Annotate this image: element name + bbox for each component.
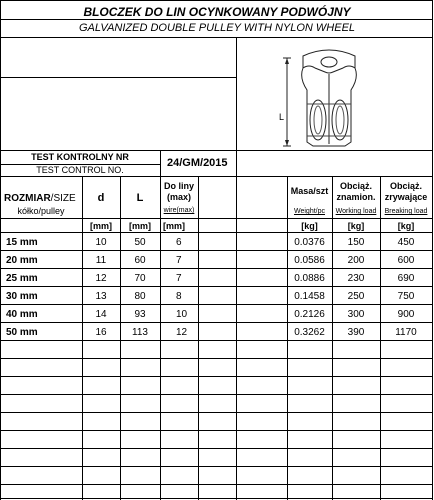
cell-breaking-load: 450 [397, 237, 415, 248]
header-rope-sub: wire(max) [163, 207, 195, 214]
cell-mass: 0.0586 [294, 255, 325, 266]
cell-d: 13 [95, 291, 107, 302]
title-polish: BLOCZEK DO LIN OCYNKOWANY PODWÓJNY [83, 5, 351, 19]
header-mass-sub: Weight/pc [294, 208, 325, 215]
header-breaking-sub: Breaking load [384, 208, 428, 215]
cell-L: 50 [134, 237, 146, 248]
cell-rope: 7 [176, 255, 182, 266]
cell-mass: 0.2126 [294, 309, 325, 320]
cell-size: 50 mm [6, 327, 38, 338]
header-breaking-line1: Obciąż. [389, 181, 422, 191]
cell-working-load: 300 [347, 309, 365, 320]
header-breaking-line2: zrywające [384, 192, 428, 202]
header-working-line2: znamion. [336, 192, 376, 202]
cell-breaking-load: 600 [397, 255, 415, 266]
cell-L: 60 [134, 255, 146, 266]
cell-size: 40 mm [6, 309, 38, 320]
cell-L: 70 [134, 273, 146, 284]
header-size-sub: kółko/pulley [17, 206, 65, 216]
header-breaking-unit: [kg] [397, 221, 415, 231]
cell-d: 10 [95, 237, 107, 248]
cell-working-load: 200 [347, 255, 365, 266]
cell-breaking-load: 750 [397, 291, 415, 302]
cell-rope: 7 [176, 273, 182, 284]
cell-d: 11 [95, 255, 107, 266]
cell-working-load: 390 [347, 327, 365, 338]
header-rope-line1: Do liny [163, 181, 194, 191]
cell-mass: 0.0376 [294, 237, 325, 248]
cell-rope: 8 [176, 291, 182, 302]
cell-d: 12 [95, 273, 107, 284]
header-working-unit: [kg] [347, 221, 365, 231]
header-d-unit: [mm] [90, 221, 112, 231]
header-rope-unit: [mm] [163, 221, 185, 231]
cell-breaking-load: 900 [397, 309, 415, 320]
cell-L: 113 [132, 327, 148, 338]
header-d: d [97, 192, 105, 204]
header-size: ROZMIAR/SIZE [4, 193, 76, 204]
dimension-label-L: L [279, 112, 285, 122]
header-working-line1: Obciąż. [339, 181, 372, 191]
test-label-english: TEST CONTROL NO. [36, 165, 124, 175]
header-L: L [136, 192, 144, 204]
cell-breaking-load: 1170 [395, 327, 417, 338]
title-english: GALVANIZED DOUBLE PULLEY WITH NYLON WHEEL [78, 22, 356, 34]
header-working-sub: Working load [335, 208, 377, 215]
cell-mass: 0.0886 [294, 273, 325, 284]
cell-d: 16 [95, 327, 107, 338]
cell-L: 80 [134, 291, 146, 302]
cell-size: 30 mm [6, 291, 38, 302]
cell-working-load: 230 [347, 273, 365, 284]
cell-mass: 0.3262 [294, 327, 325, 338]
header-L-unit: [mm] [129, 221, 151, 231]
header-rope-line2: (max) [166, 192, 191, 202]
cell-size: 25 mm [6, 273, 38, 284]
cell-mass: 0.1458 [294, 291, 325, 302]
header-mass-unit: [kg] [301, 221, 318, 231]
cell-working-load: 150 [347, 237, 365, 248]
test-number: 24/GM/2015 [167, 157, 228, 169]
cell-rope: 10 [176, 309, 188, 320]
cell-working-load: 250 [347, 291, 365, 302]
cell-L: 93 [134, 309, 146, 320]
header-mass: Masa/szt [290, 186, 329, 196]
cell-breaking-load: 690 [397, 273, 415, 284]
cell-rope: 6 [176, 237, 182, 248]
test-label-polish: TEST KONTROLNY NR [31, 152, 129, 162]
cell-size: 20 mm [6, 255, 38, 266]
double-pulley-drawing-icon [237, 38, 432, 150]
cell-d: 14 [95, 309, 107, 320]
cell-size: 15 mm [6, 237, 38, 248]
cell-rope: 12 [176, 327, 188, 338]
